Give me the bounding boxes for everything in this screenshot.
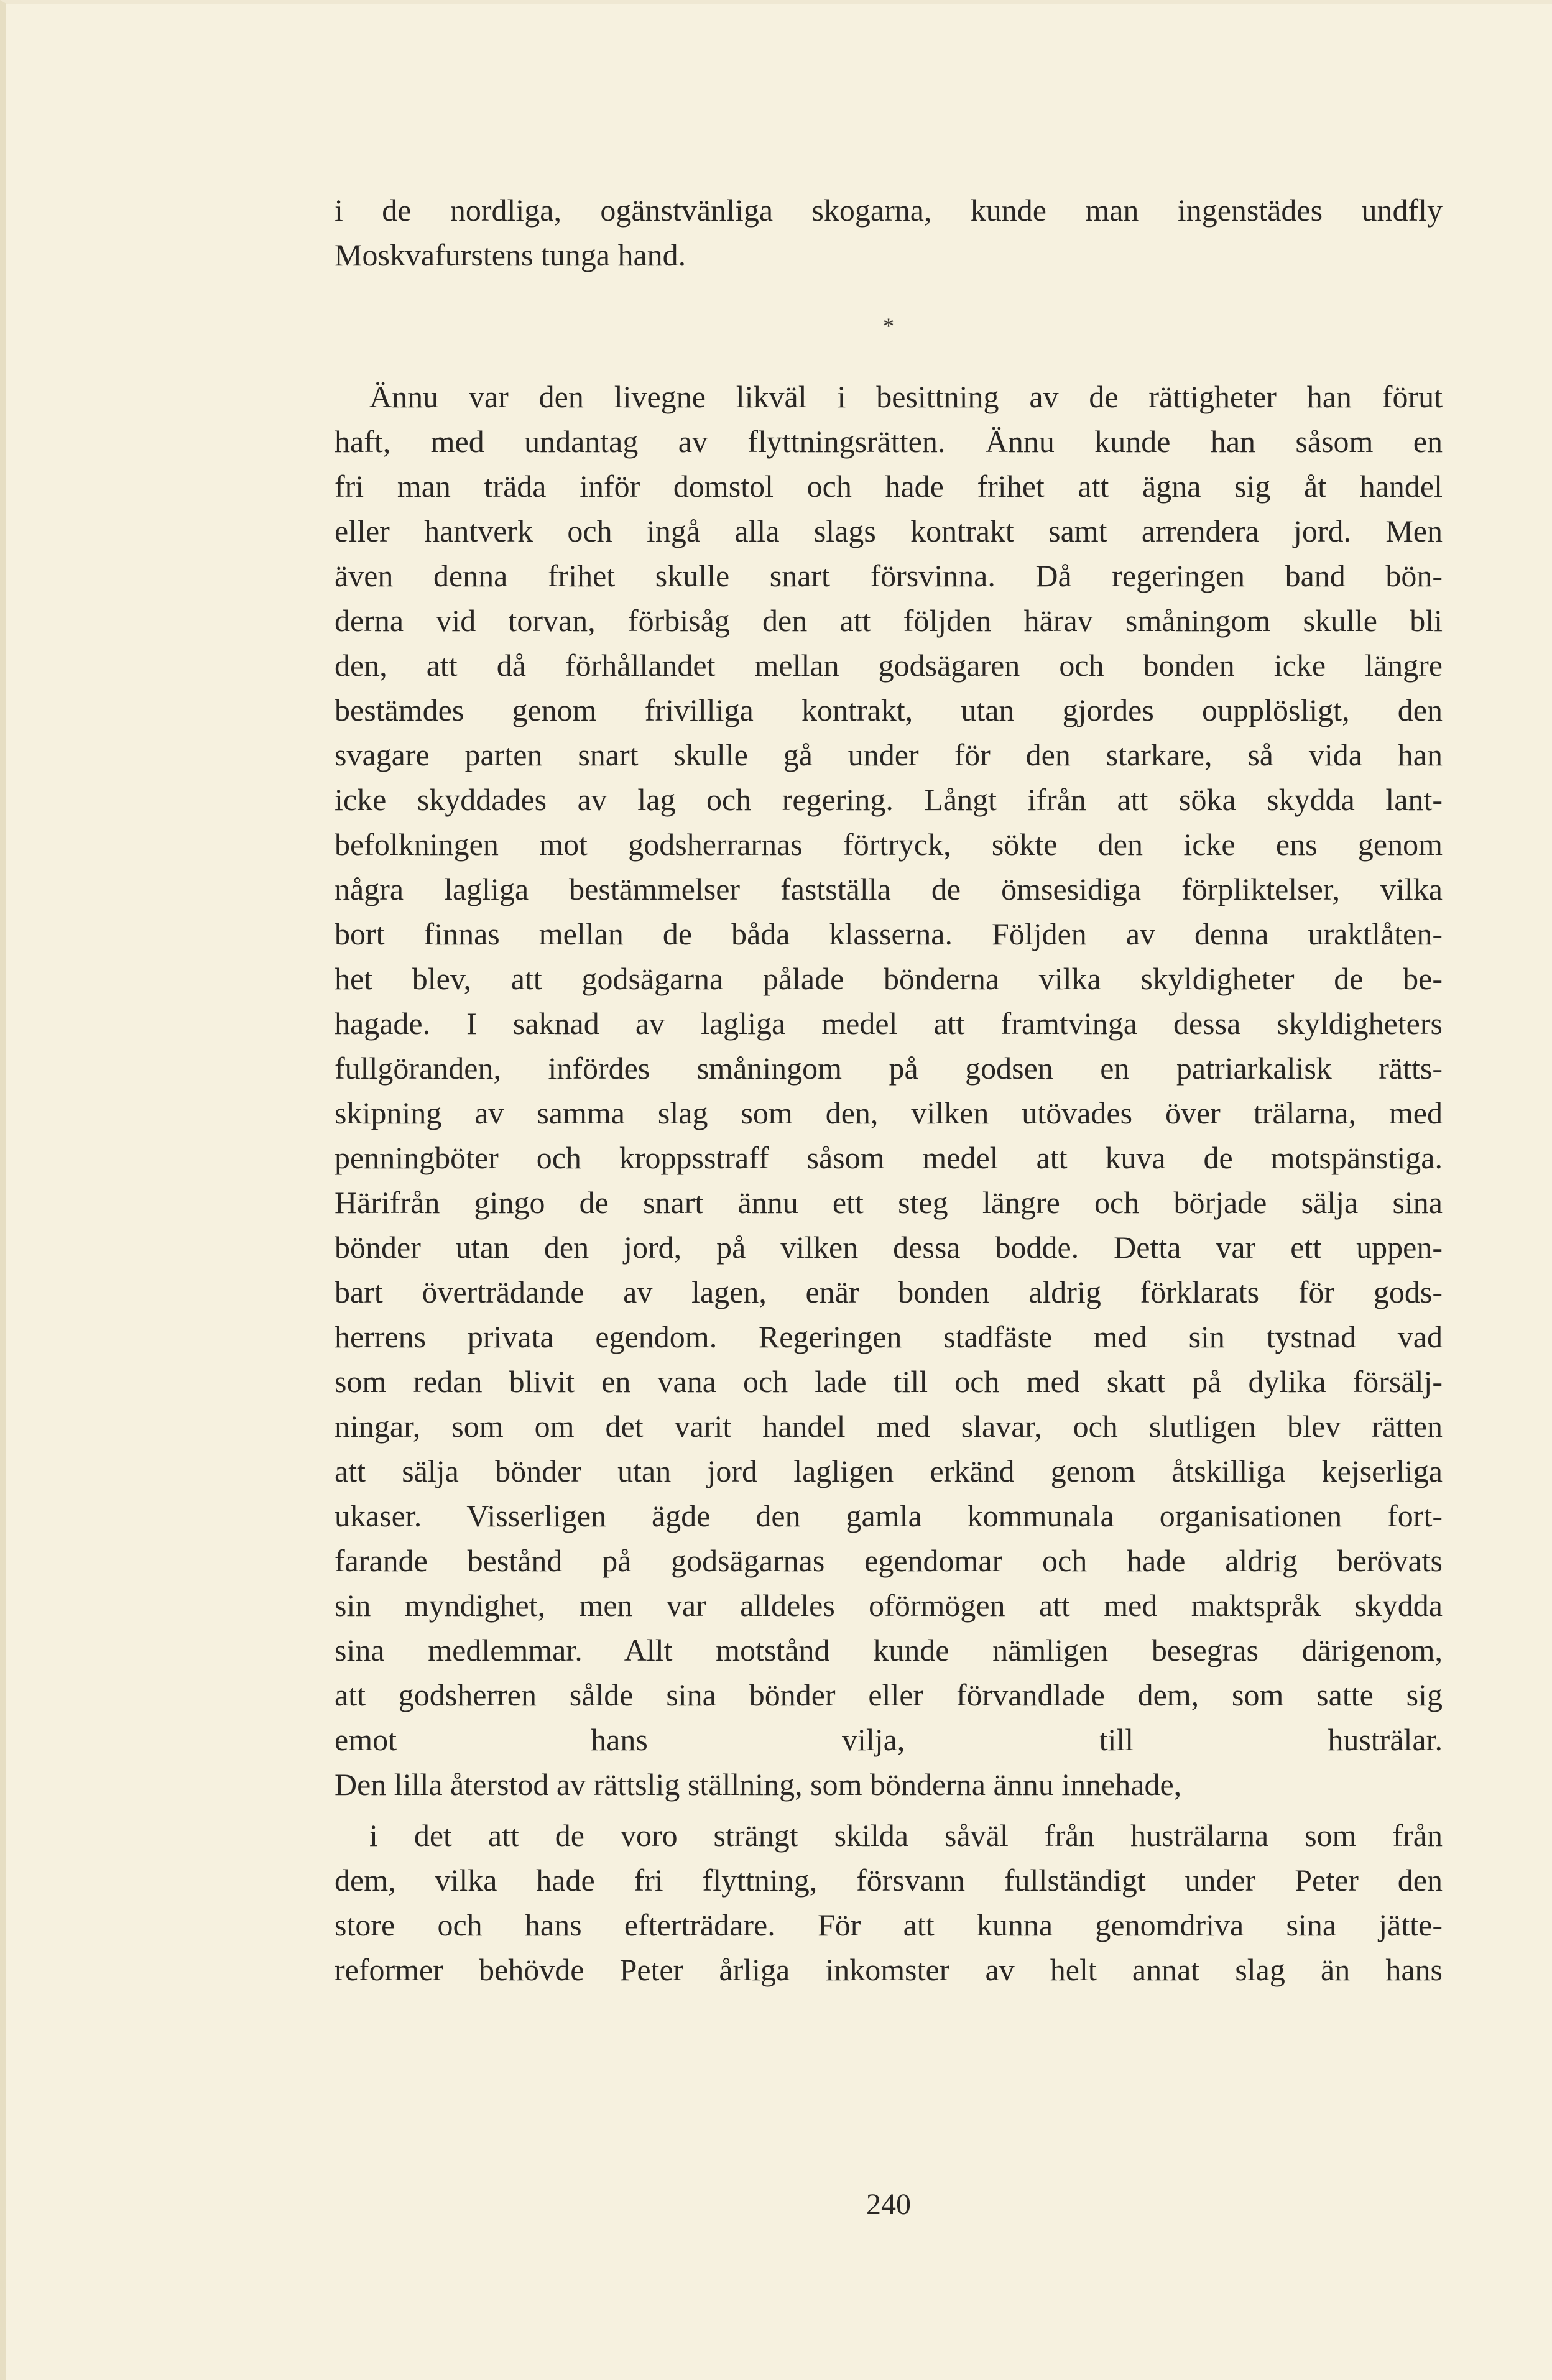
text-line: penningböter och kroppsstraff såsom medel att kuva de motspänstiga. [335,1140,1443,1175]
text-line: herrens privata egendom. Regeringen stadfäste med sin tystnad vad [335,1319,1443,1354]
text-line: som redan blivit en vana och lade till och med skatt på dylika försälj- [335,1364,1443,1399]
text-line: att godsherren sålde sina bönder eller förvandlade dem, som satte sig [335,1677,1443,1712]
text-line: befolkningen mot godsherrarnas förtryck, sökte den icke ens genom [335,827,1443,862]
section-break-asterism: * [883,313,894,338]
text-line: fullgöranden, infördes småningom på godsen en patriarkalisk rätts- [335,1051,1443,1086]
text-line: hagade. I saknad av lagliga medel att framtvinga dessa skyldigheters [335,1006,1443,1041]
text-line: derna vid torvan, förbisåg den att följden härav småningom skulle bli [335,603,1443,638]
text-line: några lagliga bestämmelser fastställa de ömsesidiga förpliktelser, vilka [335,872,1443,906]
text-line: bort finnas mellan de båda klasserna. Följden av denna uraktlåten- [335,916,1443,951]
text-line: att sälja bönder utan jord lagligen erkänd genom åtskilliga kejserliga [335,1454,1443,1488]
text-line: eller hantverk och ingå alla slags kontrakt samt arrendera jord. Men [335,514,1443,548]
text-line: ningar, som om det varit handel med slavar, och slutligen blev rätten [335,1409,1443,1444]
text-line: het blev, att godsägarna pålade bönderna vilka skyldigheter de be- [335,961,1443,996]
text-line: i de nordliga, ogänstvänliga skogarna, kunde man ingenstädes undfly [335,193,1443,228]
paragraph-first-line: i det att de voro strängt skilda såväl från husträlarna som från [369,1818,1443,1853]
text-line: Härifrån gingo de snart ännu ett steg längre och började sälja sina [335,1185,1443,1220]
text-line: dem, vilka hade fri flyttning, försvann fullständigt under Peter den [335,1863,1443,1898]
text-line: icke skyddades av lag och regering. Långt ifrån att söka skydda lant- [335,782,1443,817]
text-line: emot hans vilja, till husträlar. [335,1722,1443,1757]
text-line: bestämdes genom frivilliga kontrakt, utan gjordes oupplösligt, den [335,693,1443,727]
text-line: svagare parten snart skulle gå under för den starkare, så vida han [335,737,1443,772]
paragraph-first-line: Ännu var den livegne likväl i besittning av de rättigheter han förut [369,379,1443,414]
text-line: ukaser. Visserligen ägde den gamla kommunala organisationen fort- [335,1498,1443,1533]
text-line: haft, med undantag av flyttningsrätten. Ännu kunde han såsom en [335,424,1443,459]
text-line: Den lilla återstod av rättslig ställning, som bönderna ännu innehade, [335,1767,1182,1802]
text-line: Moskvafurstens tunga hand. [335,238,686,272]
text-line: bönder utan den jord, på vilken dessa bodde. Detta var ett uppen- [335,1230,1443,1265]
text-line: bart överträdande av lagen, enär bonden aldrig förklarats för gods- [335,1275,1443,1309]
text-line: farande bestånd på godsägarnas egendomar och hade aldrig berövats [335,1543,1443,1578]
text-line: fri man träda inför domstol och hade frihet att ägna sig åt handel [335,469,1443,504]
text-line [335,1992,1443,2037]
text-line: den, att då förhållandet mellan godsägaren och bonden icke längre [335,648,1443,683]
text-line: sin myndighet, men var alldeles oförmögen att med maktspråk skydda [335,1588,1443,1623]
text-line: sina medlemmar. Allt motstånd kunde nämligen besegras därigenom, [335,1633,1443,1667]
text-line: skipning av samma slag som den, vilken utövades över trälarna, med [335,1095,1443,1130]
text-line: reformer behövde Peter årliga inkomster av helt annat slag än hans [335,1952,1443,1987]
page-number: 240 [866,2188,911,2221]
text-line: även denna frihet skulle snart försvinna. Då regeringen band bön- [335,558,1443,593]
text-line: store och hans efterträdare. För att kunna genomdriva sina jätte- [335,1907,1443,1942]
